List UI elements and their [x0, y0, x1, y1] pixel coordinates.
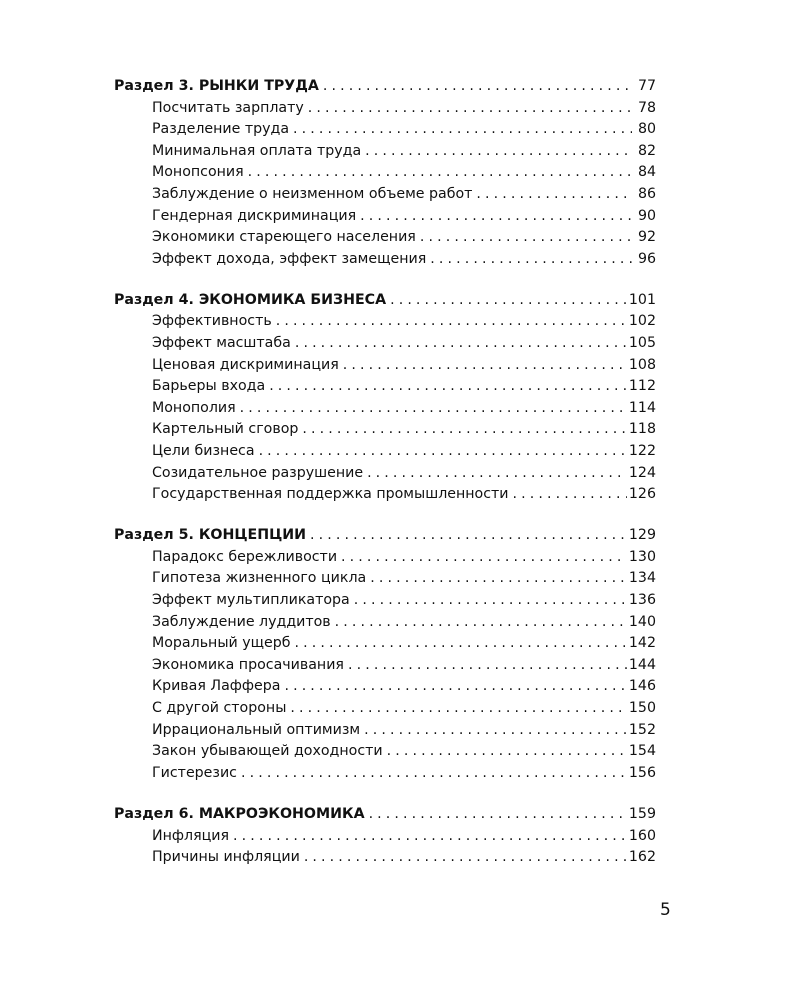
entry-title: Причины инфляции: [152, 849, 300, 866]
entry-title: Заблуждение луддитов: [152, 613, 331, 630]
dot-leader: [513, 484, 627, 506]
dot-leader: [430, 249, 632, 271]
dot-leader: [370, 568, 627, 590]
entry-title: Ценовая дискриминация: [152, 356, 339, 373]
entry-title: Закон убывающей доходности: [152, 743, 383, 760]
page-ref: 152: [628, 721, 656, 738]
entry-title: Моральный ущерб: [152, 635, 291, 652]
page-ref: 150: [628, 700, 656, 717]
page-ref: 96: [637, 250, 656, 267]
toc-entry[interactable]: [114, 398, 656, 420]
dot-leader: [348, 655, 627, 677]
toc-entry[interactable]: [114, 547, 656, 569]
page-ref: 78: [637, 99, 656, 116]
section-title: Раздел 3. РЫНКИ ТРУДА: [114, 78, 319, 94]
dot-leader: [241, 763, 627, 785]
toc-entry[interactable]: [114, 826, 656, 848]
page-ref: 129: [628, 527, 656, 544]
dot-leader: [302, 419, 627, 441]
toc-entry[interactable]: [114, 162, 656, 184]
entry-title: Кривая Лаффера: [152, 678, 281, 695]
toc-entry[interactable]: [114, 98, 656, 120]
dot-leader: [248, 162, 632, 184]
page-ref: 105: [628, 335, 656, 352]
dot-leader: [335, 612, 627, 634]
entry-title: Посчитать зарплату: [152, 99, 304, 116]
dot-leader: [290, 698, 627, 720]
toc-section-heading[interactable]: [114, 525, 656, 547]
toc-entry[interactable]: [114, 119, 656, 141]
entry-title: Инфляция: [152, 827, 230, 844]
page-ref: 92: [637, 229, 656, 246]
dot-leader: [369, 804, 627, 826]
page-ref: 136: [628, 592, 656, 609]
entry-title: Гистерезис: [152, 764, 237, 781]
page-ref: 126: [628, 486, 656, 503]
dot-leader: [367, 463, 627, 485]
page-ref: 102: [628, 313, 656, 330]
page-ref: 101: [628, 291, 656, 308]
dot-leader: [364, 720, 627, 742]
toc-entry[interactable]: [114, 847, 656, 869]
toc-entry[interactable]: [114, 206, 656, 228]
toc-section-6: [114, 804, 656, 869]
entry-title: Эффективность: [152, 313, 272, 330]
entry-title: Эффект мультипликатора: [152, 592, 350, 609]
page-ref: 162: [628, 849, 656, 866]
page-ref: 118: [628, 421, 656, 438]
page-ref: 122: [628, 443, 656, 459]
entry-title: Экономика просачивания: [152, 656, 344, 673]
page-ref: 112: [628, 378, 656, 395]
entry-title: Картельный сговор: [152, 421, 299, 438]
toc-entry[interactable]: [114, 141, 656, 163]
page-ref: 84: [637, 164, 656, 181]
toc-entry[interactable]: [114, 720, 656, 742]
toc-entry[interactable]: [114, 184, 656, 206]
entry-title: Цели бизнеса: [152, 443, 255, 459]
section-title: Раздел 6. МАКРОЭКОНОМИКА: [114, 805, 365, 822]
dot-leader: [259, 441, 627, 463]
page-ref: 154: [628, 743, 656, 760]
page-ref: 142: [628, 635, 656, 652]
toc-entry[interactable]: [114, 376, 656, 398]
dot-leader: [420, 227, 632, 249]
page-ref: 140: [628, 613, 656, 630]
toc-entry[interactable]: [114, 333, 656, 355]
section-title: Раздел 5. КОНЦЕПЦИИ: [114, 527, 306, 544]
entry-title: Парадокс бережливости: [152, 548, 338, 565]
dot-leader: [240, 398, 627, 420]
toc-entry[interactable]: [114, 484, 656, 506]
toc-section-3: [114, 76, 656, 270]
dot-leader: [233, 826, 627, 848]
toc-section-heading[interactable]: [114, 290, 656, 312]
toc-entry[interactable]: [114, 763, 656, 785]
entry-title: Заблуждение о неизменном объеме работ: [152, 185, 473, 202]
toc-section-4: [114, 290, 656, 506]
dot-leader: [308, 98, 632, 120]
page-ref: 160: [628, 827, 656, 844]
entry-title: Гендерная дискриминация: [152, 207, 357, 224]
page-ref: 77: [637, 78, 656, 94]
entry-title: Созидательное разрушение: [152, 464, 364, 481]
toc-entry[interactable]: [114, 698, 656, 720]
entry-title: С другой стороны: [152, 700, 287, 717]
page-ref: 134: [628, 570, 656, 587]
entry-title: Разделение труда: [152, 121, 290, 138]
dot-leader: [304, 847, 627, 869]
entry-title: Минимальная оплата труда: [152, 142, 362, 159]
dot-leader: [295, 333, 627, 355]
toc-entry[interactable]: [114, 463, 656, 485]
toc-entry[interactable]: [114, 249, 656, 271]
toc-entry[interactable]: [114, 355, 656, 377]
dot-leader: [293, 119, 632, 141]
entry-title: Гипотеза жизненного цикла: [152, 570, 367, 587]
toc-entry[interactable]: [114, 741, 656, 763]
page-ref: 146: [628, 678, 656, 695]
toc-entry[interactable]: [114, 568, 656, 590]
dot-leader: [341, 547, 627, 569]
entry-title: Эффект масштаба: [152, 335, 291, 352]
toc-entry[interactable]: [114, 419, 656, 441]
page-ref: 159: [628, 805, 656, 822]
dot-leader: [284, 676, 626, 698]
toc-entry[interactable]: [114, 676, 656, 698]
section-title: Раздел 4. ЭКОНОМИКА БИЗНЕСА: [114, 291, 387, 308]
dot-leader: [354, 590, 627, 612]
dot-leader: [269, 376, 627, 398]
toc-entry[interactable]: [114, 655, 656, 677]
page-ref: 86: [637, 185, 656, 202]
dot-leader: [295, 633, 627, 655]
page-number: 5: [660, 900, 671, 920]
page-ref: 114: [628, 399, 656, 416]
toc-entry[interactable]: [114, 311, 656, 333]
page-ref: 144: [628, 656, 656, 673]
dot-leader: [387, 741, 627, 763]
entry-title: Государственная поддержка промышленности: [152, 486, 509, 503]
toc-section-heading[interactable]: [114, 76, 656, 98]
entry-title: Монопсония: [152, 164, 244, 181]
entry-title: Барьеры входа: [152, 378, 266, 395]
dot-leader: [476, 184, 632, 206]
table-of-contents: [114, 76, 656, 888]
toc-entry[interactable]: [114, 227, 656, 249]
toc-entry[interactable]: [114, 633, 656, 655]
toc-entry[interactable]: [114, 441, 656, 463]
dot-leader: [365, 141, 632, 163]
dot-leader: [360, 206, 632, 228]
entry-title: Экономики стареющего населения: [152, 229, 416, 246]
toc-entry[interactable]: [114, 590, 656, 612]
dot-leader: [343, 355, 627, 377]
dot-leader: [276, 311, 627, 333]
page-ref: 90: [637, 207, 656, 224]
toc-entry[interactable]: [114, 612, 656, 634]
toc-section-heading[interactable]: [114, 804, 656, 826]
entry-title: Монополия: [152, 399, 236, 416]
toc-section-5: [114, 525, 656, 784]
page-ref: 124: [628, 464, 656, 481]
entry-title: Иррациональный оптимизм: [152, 721, 361, 738]
page-ref: 130: [628, 548, 656, 565]
page-ref: 80: [637, 121, 656, 138]
dot-leader: [323, 76, 632, 98]
dot-leader: [310, 525, 627, 547]
page-ref: 108: [628, 356, 656, 373]
page-ref: 82: [637, 142, 656, 159]
entry-title: Эффект дохода, эффект замещения: [152, 250, 427, 267]
page-ref: 156: [628, 764, 656, 781]
dot-leader: [390, 290, 627, 312]
